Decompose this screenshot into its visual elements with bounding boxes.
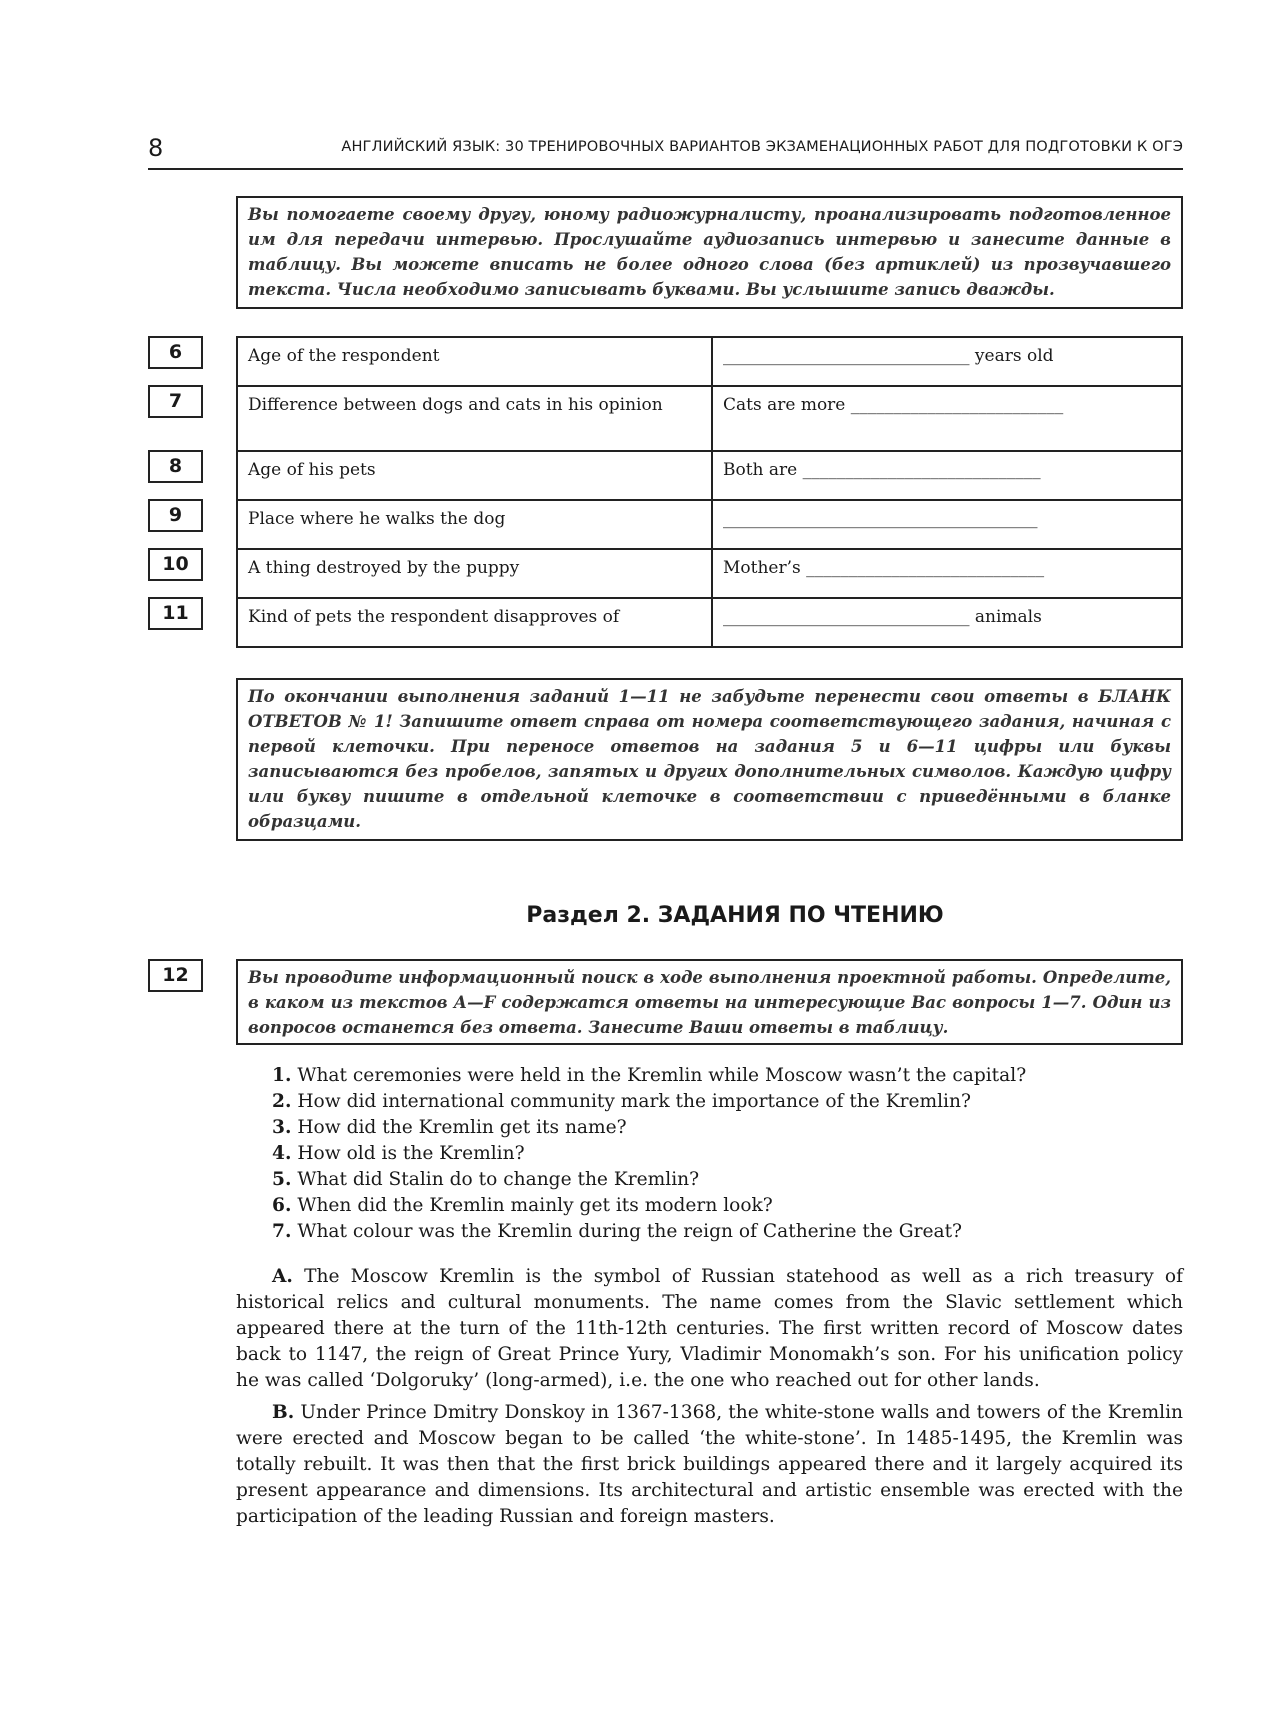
answer-cell[interactable]: _____________________________ animals: [712, 598, 1182, 647]
table-row: [237, 386, 1182, 451]
question-cell: Age of his pets: [237, 451, 712, 500]
answer-cell[interactable]: _____________________________ years old: [712, 337, 1182, 386]
table-row: [237, 337, 1182, 386]
task-number-7: 7: [148, 385, 203, 418]
transfer-instructions: По окончании выполнения заданий 1—11 не забудьте перенести свои ответы в БЛАНК ОТВЕТОВ № 1! Запишите ответ справа от номера соответствующего задания, начиная с первой клеточки. При переносе ответов на задания 5 и 6—11 цифры или буквы записываются без пробелов, запятых и других дополнительных символов. Каждую цифру или букву пишите в отдельной клеточке в соответствии с приведёнными в бланке образцами.: [236, 678, 1183, 841]
list-item: [272, 1063, 1172, 1089]
table-row: [237, 451, 1182, 500]
answer-cell[interactable]: Mother’s ____________________________: [712, 549, 1182, 598]
table-row: [237, 549, 1182, 598]
running-title: АНГЛИЙСКИЙ ЯЗЫК: 30 ТРЕНИРОВОЧНЫХ ВАРИАНТОВ ЭКЗАМЕНАЦИОННЫХ РАБОТ ДЛЯ ПОДГОТОВКИ К ОГЭ: [341, 138, 1183, 155]
task-number-8: 8: [148, 450, 203, 483]
reading-texts: [236, 1264, 1183, 1536]
list-item: [272, 1089, 1172, 1115]
text-letter: B.: [272, 1402, 295, 1423]
listening-instructions: Вы помогаете своему другу, юному радиожурналисту, проанализировать подготовленное им для передачи интервью. Прослушайте аудиозапись интервью и занесите данные в таблицу. Вы можете вписать не более одного слова (без артиклей) из прозвучавшего текста. Числа необходимо записывать буквами. Вы услышите запись дважды.: [236, 196, 1183, 309]
question-number: 6.: [272, 1195, 292, 1216]
question-text: What did Stalin do to change the Kremlin?: [297, 1169, 700, 1190]
list-item: [272, 1115, 1172, 1141]
list-item: [272, 1141, 1172, 1167]
question-number: 2.: [272, 1091, 292, 1112]
task-number-12: 12: [148, 959, 203, 992]
answer-cell[interactable]: Both are ____________________________: [712, 451, 1182, 500]
task-number-9: 9: [148, 499, 203, 532]
question-number: 7.: [272, 1221, 292, 1242]
text-letter: A.: [272, 1266, 293, 1287]
question-number: 3.: [272, 1117, 292, 1138]
question-cell: Kind of pets the respondent disapproves of: [237, 598, 712, 647]
question-text: How did international community mark the importance of the Kremlin?: [297, 1091, 971, 1112]
table-row: [237, 500, 1182, 549]
question-cell: Place where he walks the dog: [237, 500, 712, 549]
question-cell: A thing destroyed by the puppy: [237, 549, 712, 598]
question-number: 4.: [272, 1143, 292, 1164]
answer-table: [236, 336, 1183, 648]
page-number: 8: [148, 134, 164, 162]
question-text: What ceremonies were held in the Kremlin while Moscow wasn’t the capital?: [297, 1065, 1027, 1086]
list-item: [272, 1193, 1172, 1219]
page-header: [148, 132, 1183, 170]
table-row: [237, 598, 1182, 647]
question-cell: Age of the respondent: [237, 337, 712, 386]
section-title: Раздел 2. ЗАДАНИЯ ПО ЧТЕНИЮ: [526, 903, 944, 928]
task-number-11: 11: [148, 597, 203, 630]
task-number-6: 6: [148, 336, 203, 369]
question-text: What colour was the Kremlin during the reign of Catherine the Great?: [297, 1221, 963, 1242]
answer-cell[interactable]: Cats are more _________________________: [712, 386, 1182, 451]
question-number: 5.: [272, 1169, 292, 1190]
question-number: 1.: [272, 1065, 292, 1086]
text-body: Under Prince Dmitry Donskoy in 1367-1368, the white-stone walls and towers of the Kremlin were erected and Moscow began to be called ‘the white-stone’. In 1485-1495, the Kremlin was totally rebuilt. It was then that the first brick buildings appeared there and it largely acquired its present appearance and dimensions. Its architectural and artistic ensemble was erected with the participation of the leading Russian and foreign masters.: [236, 1402, 1183, 1527]
reading-instructions: Вы проводите информационный поиск в ходе выполнения проектной работы. Определите, в каком из текстов А—F содержатся ответы на интересующие Вас вопросы 1—7. Один из вопросов останется без ответа. Занесите Ваши ответы в таблицу.: [236, 959, 1183, 1045]
question-text: How did the Kremlin get its name?: [297, 1117, 627, 1138]
text-paragraph-b: [236, 1400, 1183, 1530]
task-number-10: 10: [148, 548, 203, 581]
text-paragraph-a: [236, 1264, 1183, 1394]
question-list: [272, 1063, 1172, 1245]
question-text: How old is the Kremlin?: [297, 1143, 525, 1164]
list-item: [272, 1167, 1172, 1193]
question-text: When did the Kremlin mainly get its modern look?: [297, 1195, 773, 1216]
answer-cell[interactable]: _____________________________________: [712, 500, 1182, 549]
text-body: The Moscow Kremlin is the symbol of Russian statehood as well as a rich treasury of historical relics and cultural monuments. The name comes from the Slavic settlement which appeared there at the turn of the 11th-12th centuries. The first written record of Moscow dates back to 1147, the reign of Great Prince Yury, Vladimir Monomakh’s son. For his unification policy he was called ‘Dolgoruky’ (long-armed), i.e. the one who reached out for other lands.: [236, 1266, 1183, 1391]
list-item: [272, 1219, 1172, 1245]
question-cell: Difference between dogs and cats in his opinion: [237, 386, 712, 451]
